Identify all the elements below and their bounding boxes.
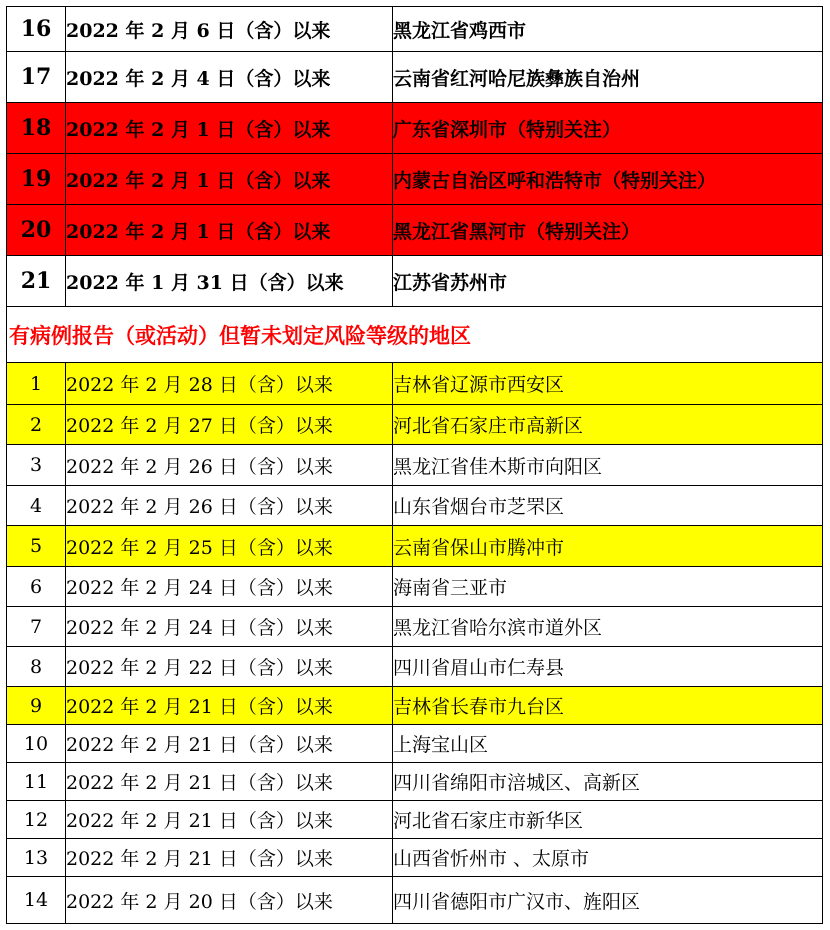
row-date: 2022 年 2 月 21 日（含）以来 — [66, 801, 393, 838]
row-area: 四川省眉山市仁寿县 — [393, 657, 565, 679]
row-area: 黑龙江省鸡西市 — [393, 19, 527, 42]
row-date: 2022 年 2 月 1 日（含）以来 — [66, 154, 393, 204]
row-number: 4 — [7, 486, 66, 525]
row-area: 河北省石家庄市高新区 — [393, 415, 584, 437]
section-title: 有病例报告（或活动）但暂未划定风险等级的地区 — [6, 306, 823, 362]
table-row — [6, 102, 823, 153]
row-number: 1 — [7, 363, 66, 404]
table-row — [6, 362, 823, 404]
row-number: 21 — [7, 256, 66, 306]
row-date: 2022 年 2 月 21 日（含）以来 — [66, 763, 393, 800]
row-number: 20 — [7, 205, 66, 255]
row-number: 2 — [7, 405, 66, 444]
table-row — [6, 762, 823, 800]
row-date: 2022 年 2 月 27 日（含）以来 — [66, 405, 393, 444]
row-date: 2022 年 2 月 26 日（含）以来 — [66, 486, 393, 525]
table-row — [6, 6, 823, 51]
table-row — [6, 724, 823, 762]
table-row — [6, 51, 823, 102]
row-area: 四川省绵阳市涪城区、高新区 — [393, 772, 641, 794]
row-date: 2022 年 2 月 22 日（含）以来 — [66, 647, 393, 686]
row-number: 14 — [7, 877, 66, 923]
row-area: 内蒙古自治区呼和浩特市（特别关注） — [393, 169, 717, 192]
row-date: 2022 年 2 月 21 日（含）以来 — [66, 687, 393, 724]
row-area: 河北省石家庄市新华区 — [393, 810, 584, 832]
row-date: 2022 年 2 月 1 日（含）以来 — [66, 205, 393, 255]
row-number: 18 — [7, 103, 66, 153]
row-area: 海南省三亚市 — [393, 577, 508, 599]
row-date: 2022 年 2 月 6 日（含）以来 — [66, 7, 393, 51]
table-row — [6, 255, 823, 306]
row-area: 吉林省辽源市西安区 — [393, 374, 565, 396]
table-row — [6, 838, 823, 876]
row-number: 7 — [7, 607, 66, 646]
row-number: 9 — [7, 687, 66, 724]
table-row — [6, 485, 823, 525]
row-date: 2022 年 2 月 25 日（含）以来 — [66, 526, 393, 566]
table-bottom-border — [6, 923, 823, 924]
table-row — [6, 566, 823, 606]
row-date: 2022 年 2 月 21 日（含）以来 — [66, 839, 393, 876]
row-date: 2022 年 2 月 24 日（含）以来 — [66, 607, 393, 646]
row-number: 19 — [7, 154, 66, 204]
row-number: 3 — [7, 445, 66, 485]
table-row — [6, 204, 823, 255]
table-row — [6, 444, 823, 485]
table-row — [6, 153, 823, 204]
table-row — [6, 800, 823, 838]
row-date: 2022 年 2 月 28 日（含）以来 — [66, 363, 393, 404]
row-date: 2022 年 2 月 1 日（含）以来 — [66, 103, 393, 153]
row-area: 山西省忻州市 、太原市 — [393, 848, 590, 870]
row-area: 广东省深圳市（特别关注） — [393, 118, 622, 141]
row-date: 2022 年 2 月 24 日（含）以来 — [66, 567, 393, 606]
row-area: 山东省烟台市芝罘区 — [393, 496, 565, 518]
row-number: 6 — [7, 567, 66, 606]
row-number: 13 — [7, 839, 66, 876]
table-row — [6, 404, 823, 444]
row-area: 黑龙江省佳木斯市向阳区 — [393, 455, 603, 478]
row-date: 2022 年 2 月 4 日（含）以来 — [66, 52, 393, 102]
row-area: 吉林省长春市九台区 — [393, 696, 565, 718]
row-area: 四川省德阳市广汉市、旌阳区 — [393, 890, 641, 913]
row-date: 2022 年 2 月 26 日（含）以来 — [66, 445, 393, 485]
table-row — [6, 646, 823, 686]
row-number: 11 — [7, 763, 66, 800]
table-row — [6, 606, 823, 646]
table-row — [6, 686, 823, 724]
row-number: 10 — [7, 725, 66, 762]
row-area: 黑龙江省黑河市（特别关注） — [393, 220, 641, 243]
row-area: 上海宝山区 — [393, 734, 489, 756]
row-number: 16 — [7, 7, 66, 51]
table-row — [6, 525, 823, 566]
row-number: 12 — [7, 801, 66, 838]
row-area: 云南省保山市腾冲市 — [393, 536, 565, 559]
row-number: 17 — [7, 52, 66, 102]
row-date: 2022 年 2 月 20 日（含）以来 — [66, 877, 393, 923]
row-area: 云南省红河哈尼族彝族自治州 — [393, 67, 641, 90]
row-date: 2022 年 1 月 31 日（含）以来 — [66, 256, 393, 306]
row-area: 黑龙江省哈尔滨市道外区 — [393, 617, 603, 639]
table-row — [6, 876, 823, 923]
row-number: 8 — [7, 647, 66, 686]
row-number: 5 — [7, 526, 66, 566]
row-area: 江苏省苏州市 — [393, 271, 508, 294]
row-date: 2022 年 2 月 21 日（含）以来 — [66, 725, 393, 762]
